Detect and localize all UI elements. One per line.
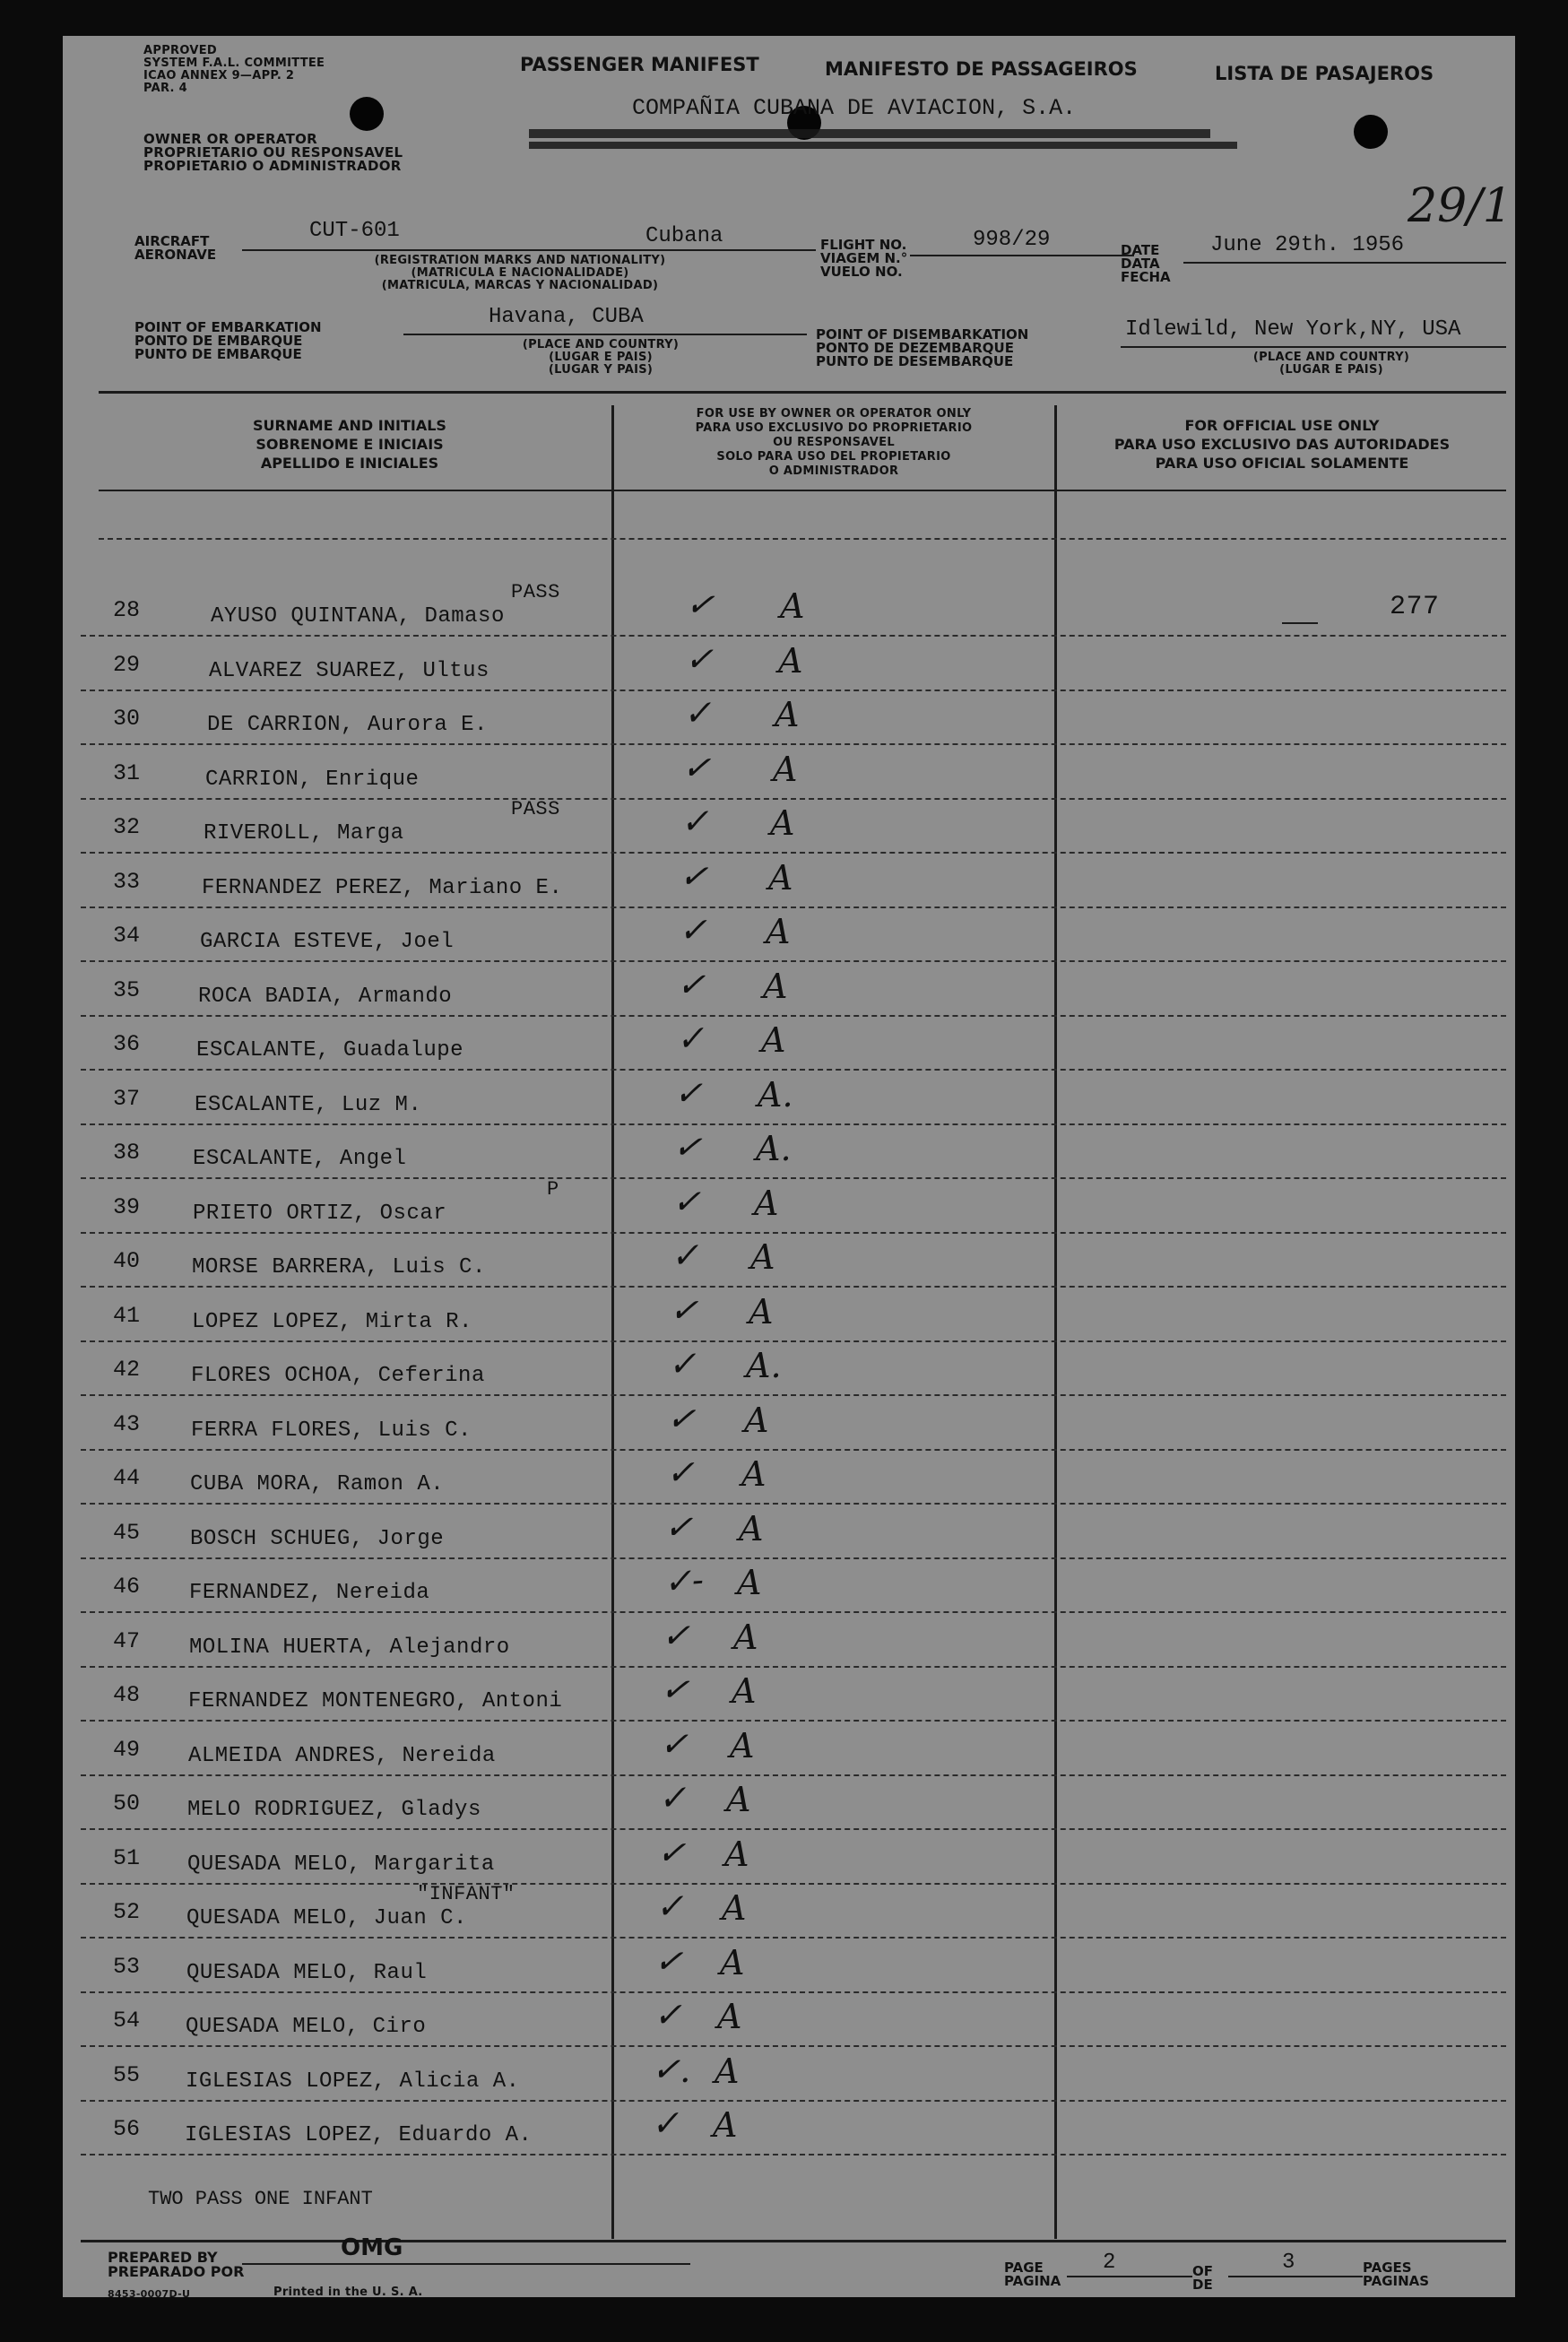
row-rule <box>81 1069 1506 1071</box>
row-rule <box>81 1774 1506 1776</box>
operator-mark: A <box>722 1888 747 1928</box>
of-underline <box>1228 2276 1363 2277</box>
operator-check-mark: ✓- <box>662 1559 706 1602</box>
passenger-name: QUESADA MELO, Juan C. <box>186 1906 467 1930</box>
operator-mark: A <box>754 1184 779 1223</box>
row-number: 40 <box>113 1248 141 1274</box>
flight-underline <box>910 255 1134 256</box>
date-label-pt: DATA <box>1121 256 1160 272</box>
header-line: PARA USO OFICIAL SOLAMENTE <box>1155 455 1409 472</box>
prepared-label <box>108 2251 244 2279</box>
punch-hole-1 <box>350 97 384 131</box>
row-rule <box>81 1883 1506 1885</box>
operator-mark: A <box>730 1726 755 1765</box>
row-rule <box>81 1394 1506 1396</box>
pages-label-en: PAGES <box>1363 2260 1412 2276</box>
row-number: 31 <box>113 760 141 786</box>
table-bottom-rule <box>81 2240 1506 2242</box>
row-number: 41 <box>113 1303 141 1329</box>
operator-check-mark: ✓ <box>669 1235 700 1276</box>
operator-mark: A <box>713 2105 738 2145</box>
passenger-note: PASS <box>511 581 560 603</box>
passenger-name: ROCA BADIA, Armando <box>198 985 453 1009</box>
operator-check-mark: ✓ <box>684 638 715 680</box>
approval-line: ICAO ANNEX 9—APP. 2 <box>143 69 295 82</box>
form-number: 8453-0007D-U <box>108 2288 191 2300</box>
header-line: PARA USO EXCLUSIVO DAS AUTORIDADES <box>1113 436 1451 453</box>
row-number: 48 <box>113 1682 141 1708</box>
row-rule <box>81 1232 1506 1234</box>
row-number: 51 <box>113 1845 141 1871</box>
operator-check-mark: ✓ <box>680 746 713 789</box>
registration-caption <box>332 255 708 292</box>
operator-mark: A <box>773 750 798 789</box>
column-divider-2 <box>1054 405 1057 2239</box>
passenger-name: FERNANDEZ PEREZ, Mariano E. <box>202 876 563 900</box>
row-number: 50 <box>113 1791 141 1817</box>
embarkation-label-pt: PONTO DE EMBARQUE <box>134 333 303 349</box>
owner-label <box>143 133 403 173</box>
operator-check-mark: ✓ <box>668 1288 700 1331</box>
pages-label-es: PAGINAS <box>1363 2273 1430 2289</box>
manifest-sheet <box>63 36 1515 2300</box>
passenger-name: QUESADA MELO, Margarita <box>187 1852 495 1877</box>
row-rule <box>81 1177 1506 1179</box>
operator-mark: A. <box>756 1129 792 1168</box>
operator-check-mark: ✓ <box>678 854 710 898</box>
row-rule <box>81 2154 1506 2156</box>
title-es: LISTA DE PASAJEROS <box>1215 63 1434 84</box>
prepared-label-en: PREPARED BY <box>108 2249 218 2266</box>
row-number: 44 <box>113 1465 141 1491</box>
page-label-en: PAGE <box>1004 2260 1044 2276</box>
row-rule <box>81 2045 1506 2047</box>
flight-label-pt: VIAGEM N.° <box>820 250 908 266</box>
operator-mark: A <box>741 1454 767 1494</box>
row-rule <box>81 1123 1506 1125</box>
operator-mark: A <box>778 641 803 681</box>
passenger-name: GARCIA ESTEVE, Joel <box>200 930 455 954</box>
row-number: 28 <box>113 597 141 623</box>
row-number: 29 <box>113 652 141 678</box>
page-label-es: PAGINA <box>1004 2273 1061 2289</box>
row-rule <box>81 906 1506 908</box>
column-divider-1 <box>611 405 614 2239</box>
passenger-name: QUESADA MELO, Raul <box>186 1961 428 1985</box>
page-underline <box>1067 2276 1192 2277</box>
operator-column-header <box>619 407 1049 479</box>
operator-mark: A <box>737 1563 762 1602</box>
aircraft-label <box>134 235 216 262</box>
disembarkation-underline <box>1121 346 1506 348</box>
operator-check-mark: ✓ <box>675 964 706 1005</box>
aircraft-label-pt: AERONAVE <box>134 247 217 263</box>
disembarkation-label-pt: PONTO DE DEZEMBARQUE <box>816 340 1014 356</box>
row-number: 55 <box>113 2062 141 2088</box>
official-entry: 277 <box>1390 592 1440 622</box>
header-line: FOR OFFICIAL USE ONLY <box>1184 417 1380 434</box>
row-number: 35 <box>113 977 141 1003</box>
operator-check-mark: ✓ <box>658 1668 692 1711</box>
row-rule <box>81 1720 1506 1722</box>
disembarkation-value: Idlewild, New York,NY, USA <box>1125 317 1461 342</box>
passenger-name: QUESADA MELO, Ciro <box>186 2015 427 2039</box>
operator-check-mark: ✓ <box>649 2102 681 2145</box>
operator-check-mark: ✓ <box>679 910 707 950</box>
prepared-value: OMG <box>341 2234 403 2261</box>
operator-check-mark: ✓ <box>671 1125 705 1168</box>
operator-mark: A <box>744 1401 769 1440</box>
page-number: 2 <box>1103 2251 1116 2275</box>
passenger-note: P <box>547 1178 559 1201</box>
row-number: 32 <box>113 814 141 840</box>
passenger-name: CARRION, Enrique <box>205 768 420 792</box>
title-pt: MANIFESTO DE PASSAGEIROS <box>825 58 1138 80</box>
embarkation-value: Havana, CUBA <box>489 305 644 329</box>
owner-label-es: PROPIETARIO O ADMINISTRADOR <box>143 158 402 174</box>
row-rule <box>81 1286 1506 1288</box>
embarkation-label <box>134 321 322 361</box>
row-rule <box>81 1503 1506 1505</box>
row-rule <box>81 1340 1506 1342</box>
embarkation-label-en: POINT OF EMBARKATION <box>134 319 322 335</box>
passenger-name: FERRA FLORES, Luis C. <box>191 1418 472 1443</box>
pages-label <box>1363 2261 1429 2288</box>
operator-mark: A <box>761 1020 786 1060</box>
operator-mark: A <box>770 803 795 843</box>
row-number: 43 <box>113 1411 141 1437</box>
header-line: FOR USE BY OWNER OR OPERATOR ONLY <box>696 407 972 421</box>
operator-check-mark: ✓ <box>655 1831 688 1874</box>
row-number: 33 <box>113 869 141 895</box>
of-label <box>1192 2265 1213 2292</box>
operator-mark: A <box>726 1780 751 1819</box>
operator-mark: A <box>763 967 788 1006</box>
passenger-name: AYUSO QUINTANA, Damaso <box>211 604 505 629</box>
table-top-rule <box>99 391 1506 394</box>
operator-mark: A <box>780 586 805 626</box>
date-label <box>1121 244 1171 284</box>
row-number: 39 <box>113 1194 141 1220</box>
disembarkation-label-en: POINT OF DISEMBARKATION <box>816 326 1029 343</box>
total-pages: 3 <box>1282 2251 1295 2275</box>
passenger-note: PASS <box>511 798 560 820</box>
row-number: 37 <box>113 1086 141 1112</box>
operator-check-mark: ✓ <box>683 583 717 626</box>
operator-mark: A <box>750 1237 775 1277</box>
row-rule <box>81 1991 1506 1993</box>
embarkation-underline <box>403 334 807 335</box>
owner-label-en: OWNER OR OPERATOR <box>143 131 318 147</box>
caption-line: (LUGAR Y PAIS) <box>548 363 654 377</box>
row-rule <box>81 852 1506 854</box>
operator-mark: A <box>733 1618 758 1657</box>
flight-date: June 29th. 1956 <box>1210 233 1405 257</box>
redacted-line <box>529 129 1210 138</box>
passenger-name: FERNANDEZ, Nereida <box>189 1581 430 1605</box>
operator-check-mark: ✓ <box>680 801 710 842</box>
row-number: 36 <box>113 1031 141 1057</box>
operator-mark: A <box>766 912 791 951</box>
header-line: PARA USO EXCLUSIVO DO PROPRIETARIO <box>695 421 973 435</box>
aircraft-underline <box>242 249 816 251</box>
aircraft-label-en: AIRCRAFT <box>134 233 210 249</box>
passenger-name: IGLESIAS LOPEZ, Eduardo A. <box>185 2123 533 2147</box>
passenger-name: ESCALANTE, Luz M. <box>195 1093 422 1117</box>
title-en: PASSENGER MANIFEST <box>520 54 759 75</box>
redacted-line <box>529 142 1237 149</box>
passenger-name: DE CARRION, Aurora E. <box>207 713 488 737</box>
passenger-name: BOSCH SCHUEG, Jorge <box>190 1527 445 1551</box>
operator-check-mark: ✓ <box>654 1995 682 2034</box>
operator-check-mark: ✓ <box>663 1506 694 1548</box>
aircraft-nationality: Cubana <box>645 224 723 248</box>
header-line: SOBRENOME E INICIAIS <box>256 436 444 453</box>
passenger-name: PRIETO ORTIZ, Oscar <box>193 1201 447 1226</box>
caption-line: (LUGAR E PAIS) <box>549 351 653 364</box>
official-column-header <box>1058 416 1506 473</box>
operator-mark: A <box>768 858 793 898</box>
row-rule <box>81 1449 1506 1451</box>
row-number: 34 <box>113 923 141 949</box>
header-line: O ADMINISTRADOR <box>768 464 899 478</box>
operator-check-mark: ✓ <box>674 1017 706 1060</box>
operator-check-mark: ✓ <box>681 692 713 733</box>
row-rule <box>81 960 1506 962</box>
row-rule <box>81 1015 1506 1017</box>
row-number: 38 <box>113 1140 141 1166</box>
row-rule <box>81 2100 1506 2102</box>
operator-check-mark: ✓ <box>665 1397 697 1440</box>
corner-annotation: 29/1 <box>1408 179 1512 233</box>
operator-mark: A <box>739 1509 764 1548</box>
passenger-name: IGLESIAS LOPEZ, Alicia A. <box>186 2069 520 2094</box>
header-line: SURNAME AND INITIALS <box>253 417 446 434</box>
row-rule <box>81 690 1506 691</box>
header-line: SOLO PARA USO DEL PROPIETARIO <box>716 450 951 464</box>
operator-check-mark: ✓ <box>666 1453 695 1492</box>
row-number: 46 <box>113 1574 141 1600</box>
airline-name: COMPAÑIA CUBANA DE AVIACION, S.A. <box>632 95 1077 121</box>
passenger-name: MELO RODRIGUEZ, Gladys <box>187 1798 481 1822</box>
row-number: 42 <box>113 1357 141 1383</box>
passenger-name: MORSE BARRERA, Luis C. <box>192 1255 486 1279</box>
disembarkation-caption <box>1197 351 1466 377</box>
flight-label-es: VUELO NO. <box>820 264 903 280</box>
passenger-name: ALMEIDA ANDRES, Nereida <box>188 1744 496 1768</box>
official-dash <box>1282 622 1318 624</box>
operator-check-mark: ✓ <box>656 1777 688 1818</box>
operator-mark: A <box>717 1997 742 2036</box>
header-line: APELLIDO E INICIALES <box>260 455 439 472</box>
flight-number: 998/29 <box>973 228 1051 252</box>
approval-line: APPROVED <box>143 44 217 57</box>
printed-notice: Printed in the U. S. A. <box>273 2286 423 2299</box>
header-bottom-rule <box>99 490 1506 491</box>
operator-mark: A <box>775 695 800 734</box>
approval-line: SYSTEM F.A.L. COMMITTEE <box>143 56 325 70</box>
passenger-name: ALVAREZ SUAREZ, Ultus <box>209 659 489 683</box>
operator-check-mark: ✓ <box>667 1343 697 1384</box>
of-label-es: DE <box>1192 2277 1213 2293</box>
passenger-name: FLORES OCHOA, Ceferina <box>191 1364 485 1388</box>
operator-check-mark: ✓ <box>671 1181 702 1222</box>
row-number: 54 <box>113 2008 141 2034</box>
date-label-es: FECHA <box>1121 269 1171 285</box>
approval-block <box>143 45 325 95</box>
flight-label <box>820 239 907 279</box>
header-line: OU RESPONSAVEL <box>773 436 895 449</box>
caption-line: (MATRICULA, MARCAS Y NACIONALIDAD) <box>381 279 659 292</box>
punch-hole-3 <box>1354 115 1388 149</box>
row-number: 45 <box>113 1520 141 1546</box>
embarkation-label-es: PUNTO DE EMBARQUE <box>134 346 302 362</box>
passenger-note: "INFANT" <box>417 1883 515 1905</box>
row-rule <box>81 743 1506 745</box>
row-rule <box>81 798 1506 800</box>
passenger-name: RIVEROLL, Marga <box>204 821 404 846</box>
page-label <box>1004 2261 1061 2288</box>
date-underline <box>1183 262 1506 264</box>
aircraft-registration: CUT-601 <box>309 219 400 243</box>
passenger-name: LOPEZ LOPEZ, Mirta R. <box>192 1310 472 1334</box>
operator-mark: A <box>724 1835 749 1874</box>
prepared-label-es: PREPARADO POR <box>108 2263 245 2280</box>
owner-label-pt: PROPRIETARIO OU RESPONSAVEL <box>143 144 403 160</box>
operator-check-mark: ✓ <box>661 1615 691 1656</box>
caption-line: (REGISTRATION MARKS AND NATIONALITY) <box>374 254 666 267</box>
operator-check-mark: ✓ <box>673 1072 704 1114</box>
row-rule <box>81 1828 1506 1830</box>
row-rule <box>81 1937 1506 1939</box>
row-rule <box>81 635 1506 637</box>
date-label-en: DATE <box>1121 242 1160 258</box>
caption-line: (PLACE AND COUNTRY) <box>522 338 680 351</box>
disembarkation-label-es: PUNTO DE DESEMBARQUE <box>816 353 1014 369</box>
of-label-en: OF <box>1192 2263 1213 2279</box>
row-number: 49 <box>113 1737 141 1763</box>
blank-row-rule <box>99 538 1506 540</box>
caption-line: (LUGAR E PAIS) <box>1279 363 1383 377</box>
row-number: 47 <box>113 1628 141 1654</box>
passenger-summary: TWO PASS ONE INFANT <box>148 2188 373 2210</box>
operator-mark: A. <box>746 1346 782 1385</box>
passenger-name: FERNANDEZ MONTENEGRO, Antoni <box>188 1689 563 1713</box>
row-number: 53 <box>113 1954 141 1980</box>
embarkation-caption <box>466 339 735 377</box>
disembarkation-label <box>816 328 1028 369</box>
row-number: 56 <box>113 2116 141 2142</box>
operator-check-mark: ✓ <box>659 1723 689 1765</box>
caption-line: (MATRICULA E NACIONALIDADE) <box>411 266 629 280</box>
flight-label-en: FLIGHT NO. <box>820 237 907 253</box>
row-number: 52 <box>113 1899 141 1925</box>
passenger-name: ESCALANTE, Angel <box>193 1147 407 1171</box>
passenger-name: CUBA MORA, Ramon A. <box>190 1472 445 1496</box>
operator-mark: A <box>720 1943 745 1982</box>
operator-check-mark: ✓ <box>654 1886 685 1927</box>
row-rule <box>81 1557 1506 1559</box>
passenger-name: MOLINA HUERTA, Alejandro <box>189 1635 510 1660</box>
passenger-name: ESCALANTE, Guadalupe <box>196 1038 464 1063</box>
caption-line: (PLACE AND COUNTRY) <box>1252 351 1410 364</box>
row-number: 30 <box>113 706 141 732</box>
names-column-header <box>170 416 529 473</box>
operator-mark: A <box>732 1671 757 1711</box>
row-rule <box>81 1611 1506 1613</box>
row-rule <box>81 1666 1506 1668</box>
operator-mark: A <box>749 1292 774 1331</box>
operator-mark: A <box>715 2051 740 2091</box>
approval-line: PAR. 4 <box>143 82 187 95</box>
operator-mark: A. <box>758 1075 793 1115</box>
operator-check-mark: ✓ <box>653 1939 685 1982</box>
operator-check-mark: ✓. <box>650 2048 693 2091</box>
prepared-underline <box>242 2263 690 2265</box>
